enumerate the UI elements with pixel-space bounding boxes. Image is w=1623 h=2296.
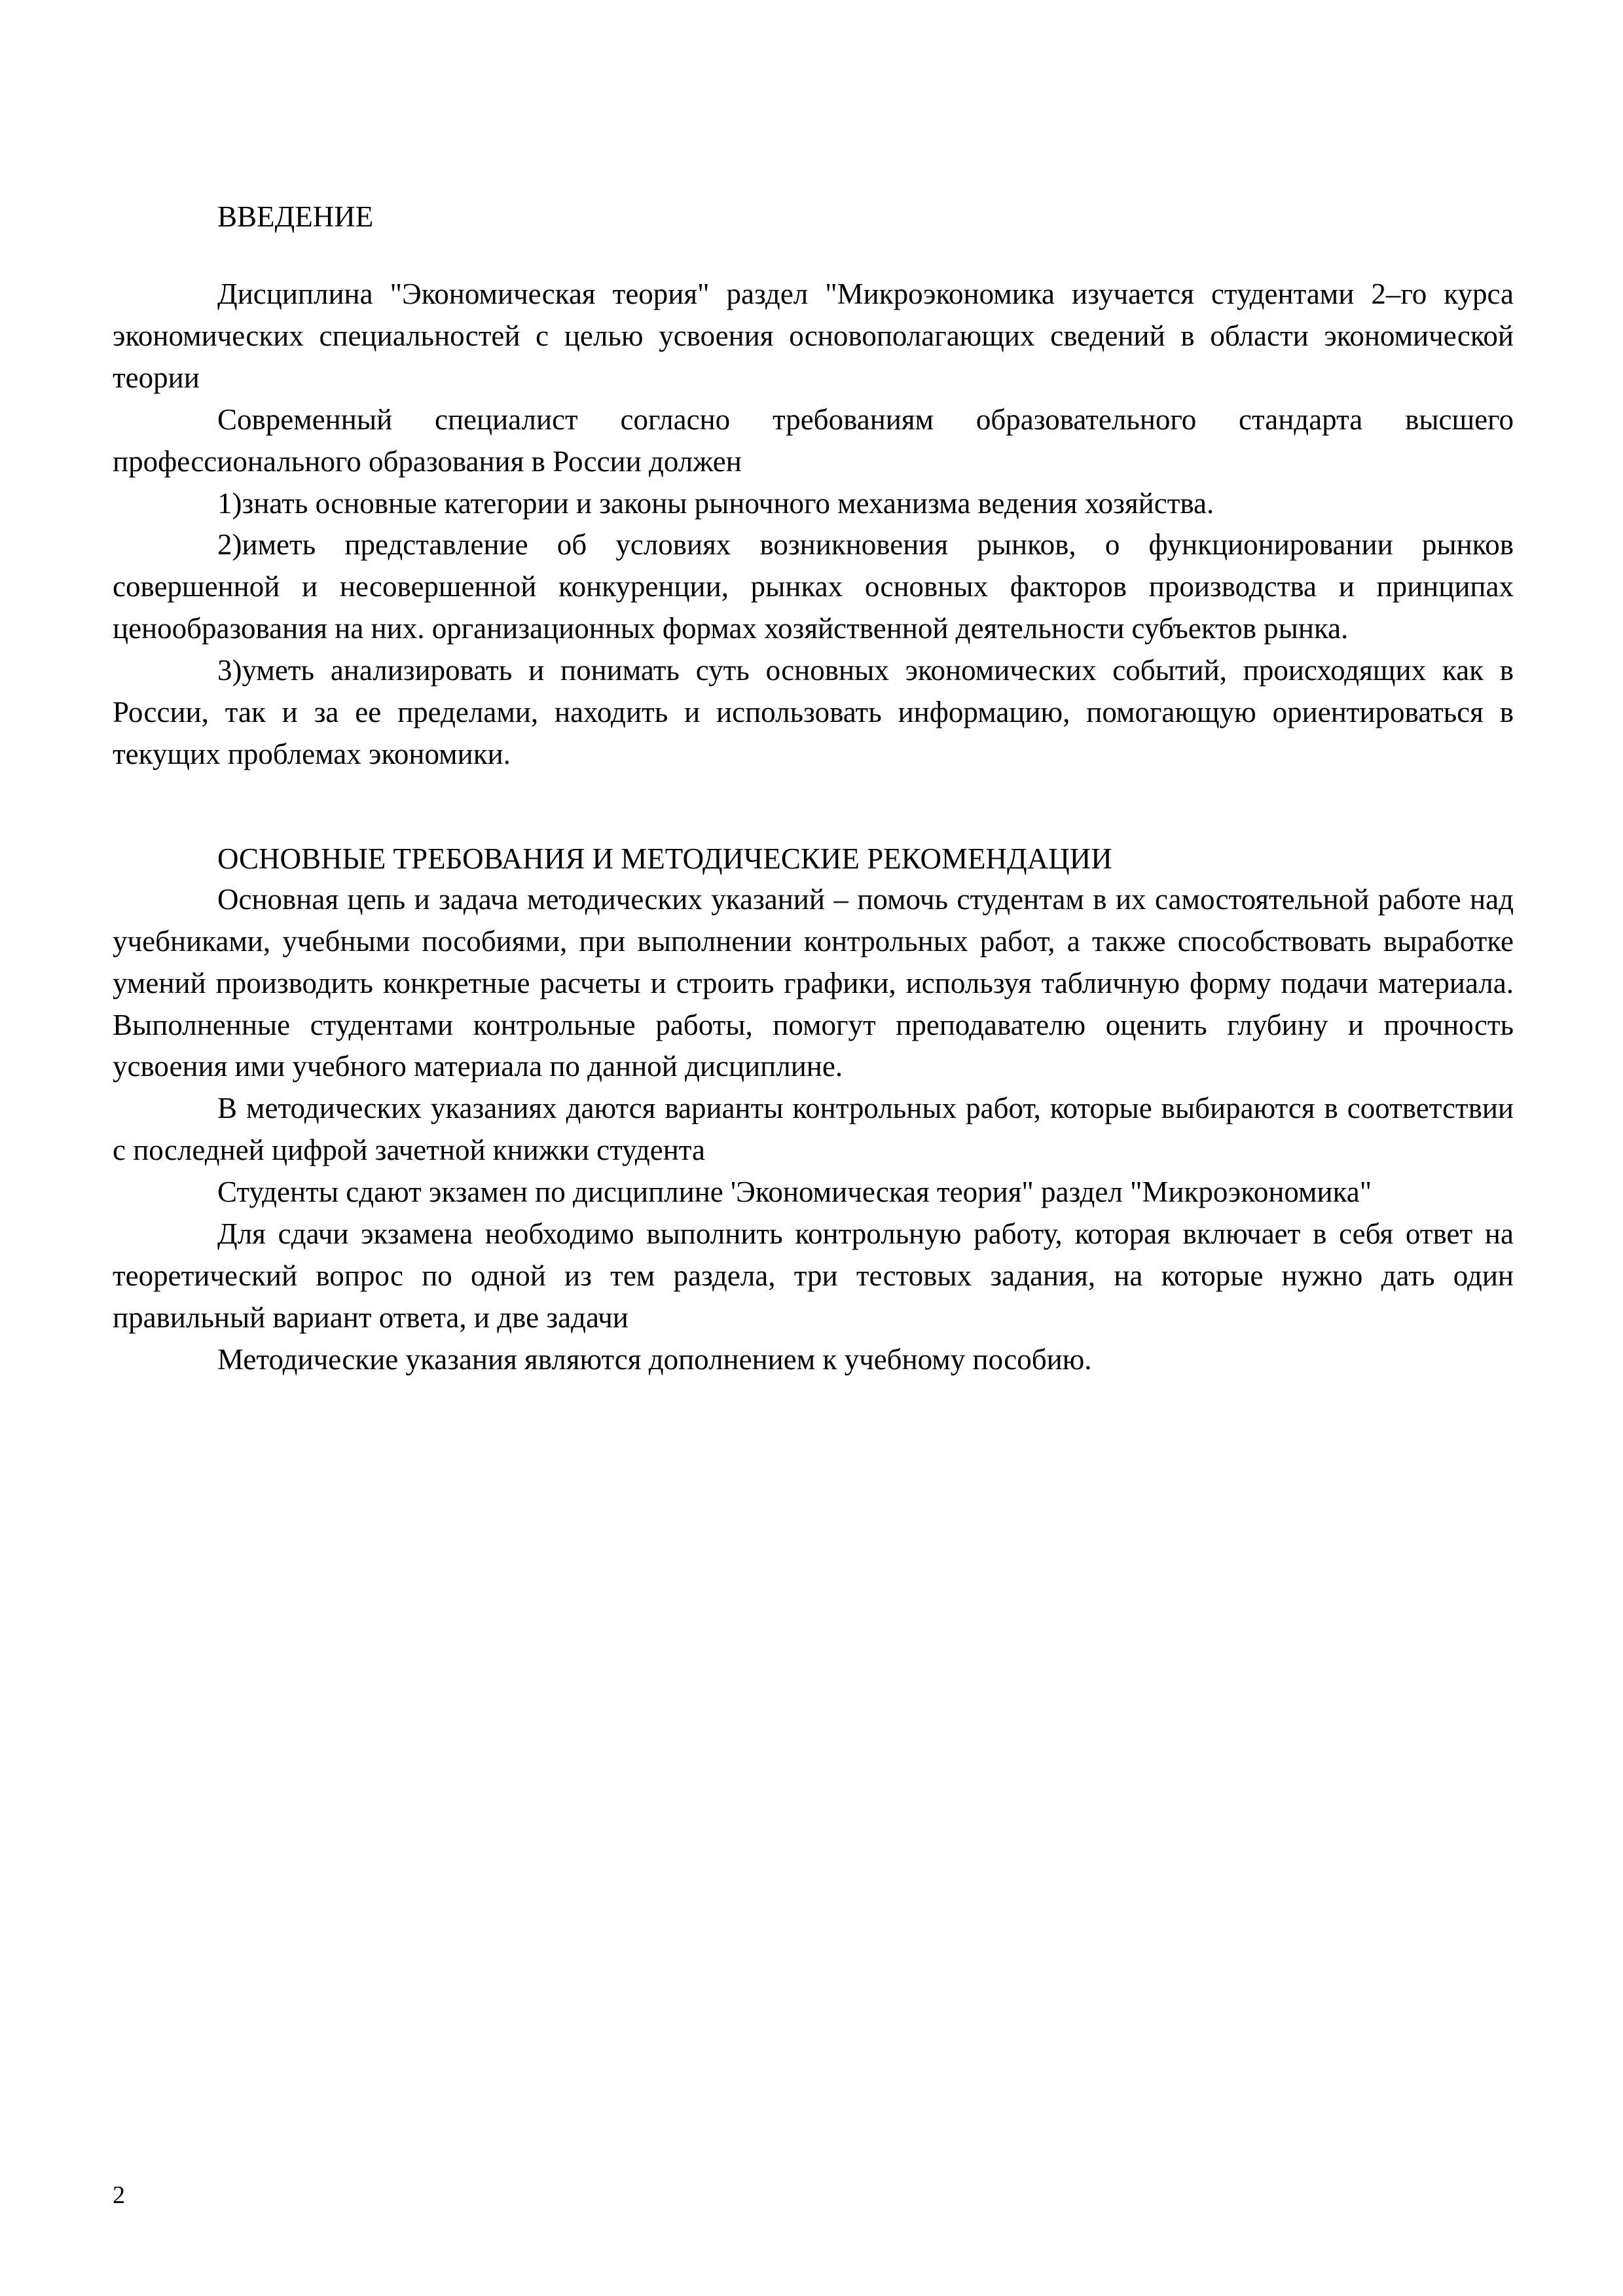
spacer bbox=[113, 237, 1514, 274]
paragraph: Для сдачи экзамена необходимо выполнить контрольную работу, которая включает в себя ответ на теоретический вопрос по одной из тем раздела, три тестовых задания, на которые нужно дать один правильный вариант ответа, и две задачи bbox=[113, 1217, 1514, 1334]
section-heading-requirements: ОСНОВНЫЕ ТРЕБОВАНИЯ И МЕТОДИЧЕСКИЕ РЕКОМЕНДАЦИИ bbox=[217, 842, 1112, 875]
paragraph: Основная цепь и задача методических указаний – помочь студентам в их самостоятельной работе над учебниками, учебными пособиями, при выполнении контрольных работ, а также способствовать выработке умений производить конкретные расчеты и строить графики, используя табличную форму подачи материала. Выполненные студентами контрольные работы, помогут преподавателю оценить глубину и прочность усвоения ими учебного материала по данной дисциплине. bbox=[113, 882, 1514, 1083]
paragraph: В методических указаниях даются варианты контрольных работ, которые выбираются в соответствии с последней цифрой зачетной книжки студента bbox=[113, 1092, 1514, 1167]
paragraph: 1)знать основные категории и законы рыночного механизма ведения хозяйства. bbox=[217, 486, 1214, 520]
section-heading-introduction: ВВЕДЕНИЕ bbox=[217, 200, 374, 233]
paragraph: 2)иметь представление об условиях возникновения рынков, о функционировании рынков совершенной и несовершенной конкуренции, рынках основных факторов производства и принципах ценообразования на них. организационных формах хозяйственной деятельности субъектов рынка. bbox=[113, 528, 1514, 645]
section-requirements bbox=[113, 838, 1514, 1381]
document-body bbox=[113, 196, 1514, 1381]
paragraph: 3)уметь анализировать и понимать суть основных экономических событий, происходящих как в России, так и за ее пределами, находить и использовать информацию, помогающую ориентироваться в текущих проблемах экономики. bbox=[113, 654, 1514, 770]
paragraph: Дисциплина "Экономическая теория" раздел "Микроэкономика изучается студентами 2–го курса экономических специальностей с целью усвоения основополагающих сведений в области экономической теории bbox=[113, 278, 1514, 394]
paragraph: Методические указания являются дополнением к учебному пособию. bbox=[217, 1342, 1092, 1376]
paragraph: Современный специалист согласно требованиям образовательного стандарта высшего профессионального образования в России должен bbox=[113, 403, 1514, 478]
page-number: 2 bbox=[113, 2181, 125, 2209]
spacer bbox=[113, 776, 1514, 838]
paragraph: Студенты сдают экзамен по дисциплине 'Экономическая теория" раздел "Микроэкономика" bbox=[217, 1175, 1372, 1209]
section-introduction bbox=[113, 196, 1514, 776]
